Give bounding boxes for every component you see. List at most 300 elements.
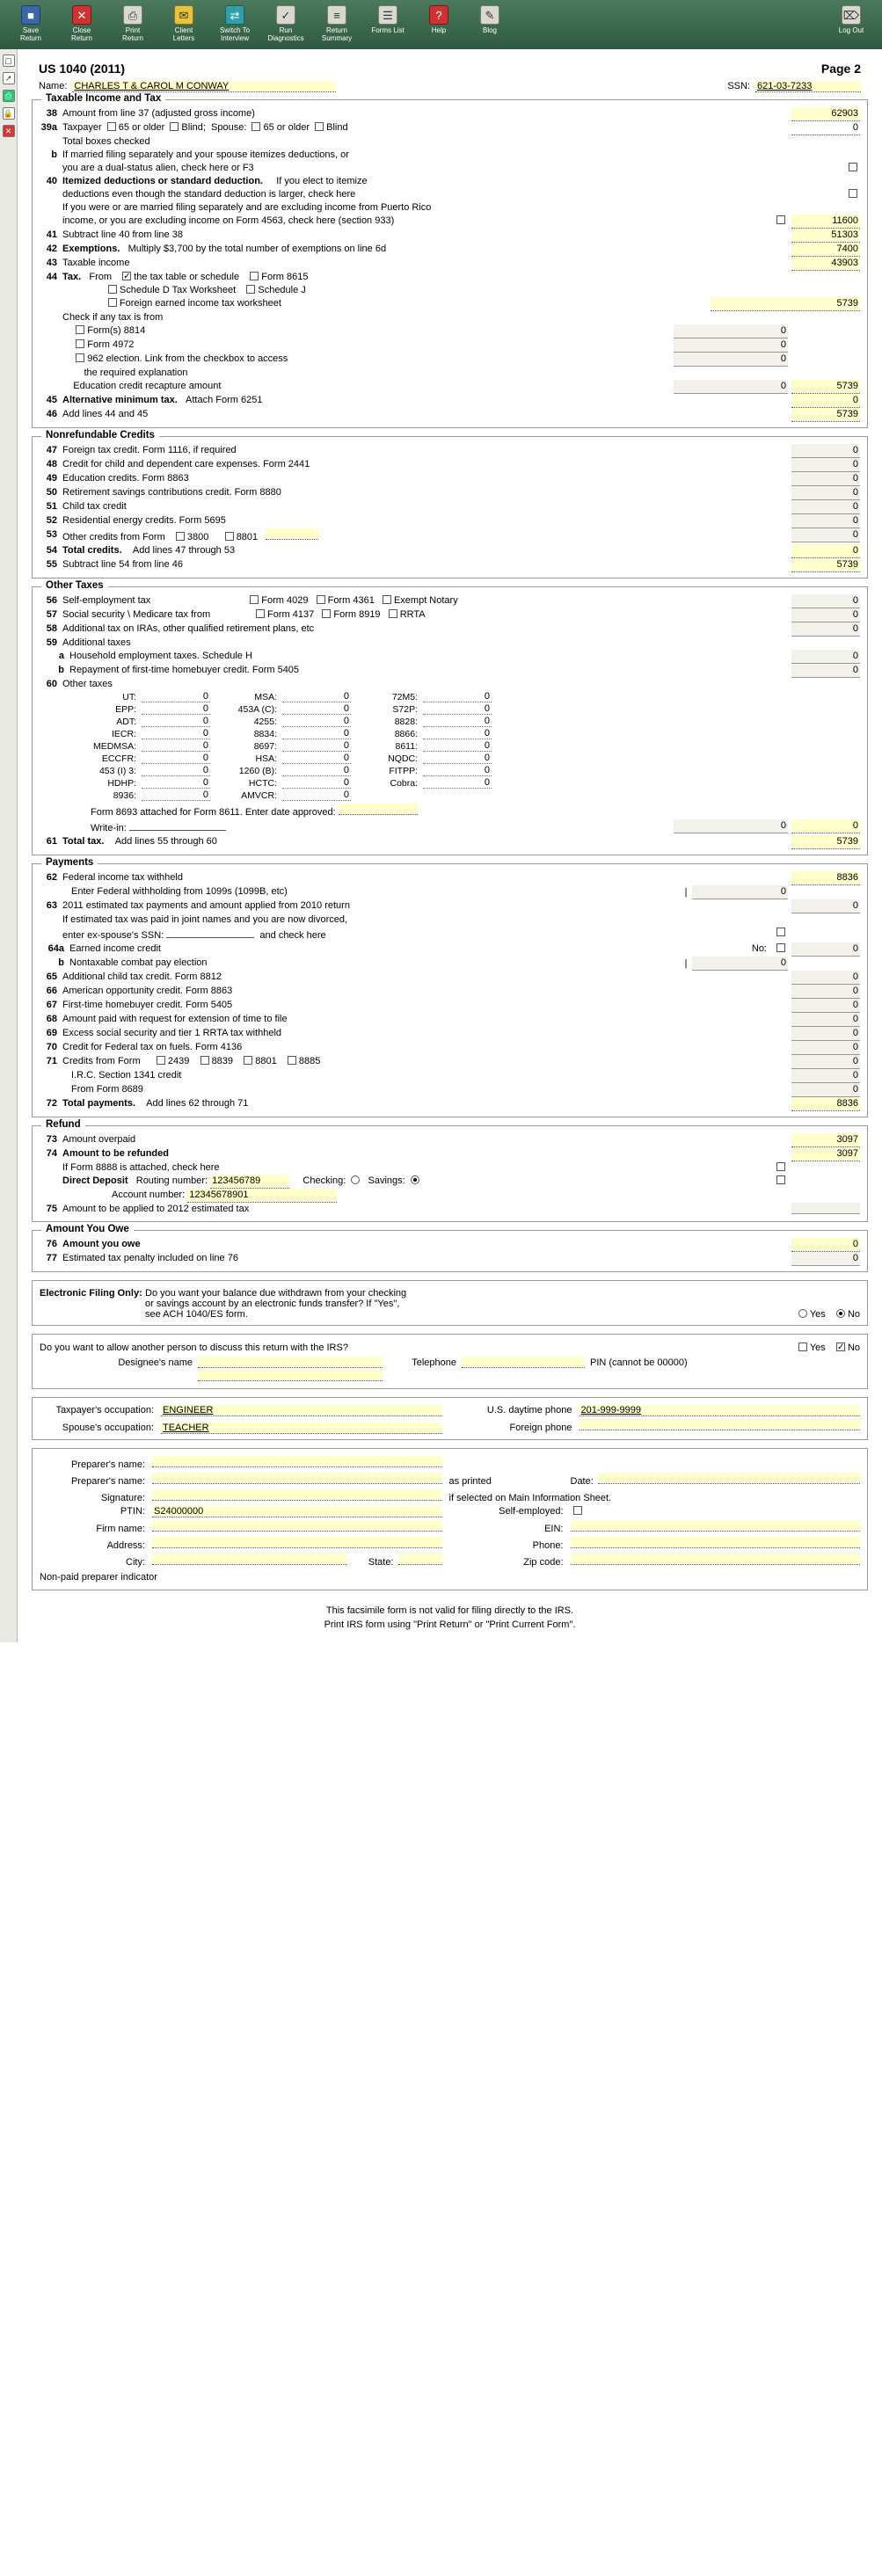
line-56-amount — [791, 594, 860, 608]
amount-field[interactable]: 5739 — [791, 408, 860, 422]
amount-field[interactable]: 0 — [791, 1083, 860, 1097]
line-label: If Form 8888 is attached, check here — [62, 1162, 220, 1173]
toolbar-label: Run Diagnostics — [267, 26, 304, 42]
amount-field[interactable]: 0 — [791, 899, 860, 913]
other-tax-label: HCTC: — [248, 777, 277, 789]
section-electronic-filing-only — [32, 1280, 868, 1326]
line-68 — [40, 1013, 860, 1027]
telephone-field[interactable] — [462, 1357, 585, 1368]
checkbox-form-3800[interactable] — [176, 532, 185, 541]
other-tax-field[interactable]: 0 — [282, 703, 351, 715]
amount-field[interactable]: 0 — [791, 819, 860, 833]
amount-field[interactable]: 8836 — [791, 871, 860, 885]
checkbox-self-employed[interactable] — [573, 1506, 582, 1515]
toolbar-button-switch-to-interview[interactable] — [209, 3, 260, 42]
line-label: From — [89, 272, 113, 282]
self-employed-label: Self-employed: — [499, 1506, 564, 1517]
address-field[interactable] — [152, 1537, 442, 1548]
checkbox-spouse-65-or-older[interactable] — [251, 122, 260, 131]
line-40-c — [40, 201, 860, 215]
line-number: 59 — [46, 637, 57, 648]
other-tax-field[interactable]: 0 — [142, 728, 210, 739]
checkbox-form-8814[interactable] — [76, 325, 84, 334]
line-label: Credit for Federal tax on fuels. Form 4136 — [62, 1042, 243, 1052]
pin-label: PIN (cannot be 00000) — [590, 1357, 688, 1368]
line-39a-boxes-checked — [40, 135, 860, 149]
amount-field[interactable]: 51303 — [791, 229, 860, 243]
error-icon[interactable]: ✕ — [3, 125, 15, 137]
line-61-content — [62, 835, 788, 848]
checkbox-schedule-j[interactable] — [246, 285, 255, 294]
city-field[interactable] — [152, 1554, 347, 1565]
amount-field[interactable]: 0 — [791, 1069, 860, 1083]
telephone-cell — [462, 1357, 585, 1368]
form-header — [32, 56, 868, 79]
other-tax-field[interactable]: 0 — [423, 777, 492, 789]
toolbar-button-help[interactable] — [413, 3, 464, 34]
letters-icon: ✉ — [174, 5, 193, 25]
amount-field[interactable]: 0 — [791, 1055, 860, 1069]
checkbox-form-8615[interactable] — [250, 272, 259, 280]
toolbar-label: Log Out — [838, 26, 864, 34]
toolbar-button-blog[interactable] — [464, 3, 515, 34]
line-number: 42 — [46, 244, 57, 254]
line-number: 57 — [46, 609, 57, 620]
other-tax-field[interactable]: 0 — [142, 790, 210, 801]
toolbar-label: Forms List — [371, 26, 405, 34]
phone-field[interactable] — [571, 1537, 861, 1548]
other-tax-label: 8866: — [394, 728, 418, 739]
forms-list-icon: ☰ — [378, 5, 397, 25]
form-8814-label-cell — [62, 324, 670, 338]
line-label: Retirement savings contributions credit. Form 8880 — [62, 487, 281, 498]
form-8693-date-field[interactable] — [339, 804, 418, 815]
amount-field[interactable]: 0 — [791, 1027, 860, 1041]
designee-name-field[interactable] — [198, 1357, 383, 1368]
line-label: Repayment of first-time homebuyer credit. Form 5405 — [69, 665, 300, 675]
toolbar-button-run-diagnostics[interactable] — [260, 3, 311, 42]
amount-field[interactable]: 0 — [791, 650, 860, 664]
line-66 — [40, 985, 860, 999]
amount-field[interactable]: 62903 — [791, 107, 860, 121]
toolbar-button-close-return[interactable] — [56, 3, 107, 42]
checkbox-label: Blind — [326, 122, 348, 133]
checkbox-spouse-blind[interactable] — [315, 122, 324, 131]
line-69-amount — [791, 1027, 860, 1041]
checkbox-direct-deposit[interactable] — [776, 1175, 785, 1184]
other-tax-label: ECCFR: — [101, 753, 136, 764]
line-76 — [40, 1238, 860, 1252]
line-39a-amount — [791, 121, 860, 135]
footer-line-2: Print IRS form using "Print Return" or "Print Current Form". — [324, 1619, 576, 1630]
other-tax-field[interactable]: 0 — [423, 728, 492, 739]
line-53 — [40, 528, 860, 544]
line-38 — [40, 107, 860, 121]
expand-icon[interactable]: ↗ — [3, 72, 15, 84]
checkbox-exempt-notary[interactable] — [383, 595, 391, 604]
other-tax-field[interactable]: 0 — [423, 703, 492, 715]
amount-field[interactable]: 0 — [791, 472, 860, 486]
amount-field[interactable]: 0 — [674, 380, 788, 394]
checkbox-form-8801[interactable] — [225, 532, 234, 541]
amount-field[interactable]: 0 — [791, 608, 860, 622]
checkbox-taxpayer-65-or-older[interactable] — [107, 122, 116, 131]
line-47-amount — [791, 444, 860, 458]
amount-field[interactable]: 7400 — [791, 243, 860, 257]
amount-field[interactable]: 5739 — [711, 297, 860, 311]
amount-field[interactable]: 0 — [791, 594, 860, 608]
checkbox-form-8919[interactable] — [322, 609, 331, 618]
other-tax-field[interactable]: 0 — [282, 777, 351, 789]
amount-field[interactable]: 0 — [791, 622, 860, 637]
amount-field[interactable]: 0 — [791, 1041, 860, 1055]
line-77 — [40, 1252, 860, 1266]
amount-field[interactable]: 3097 — [791, 1147, 860, 1161]
amount-field[interactable]: 3097 — [791, 1133, 860, 1147]
checkbox-form-8885[interactable] — [288, 1056, 296, 1065]
us-daytime-phone-field[interactable]: 201-999-9999 — [579, 1405, 861, 1416]
pin-field[interactable] — [198, 1370, 383, 1381]
checkbox-label: Blind; — [181, 122, 206, 133]
line-73-amount — [791, 1133, 860, 1147]
ein-field[interactable] — [571, 1520, 861, 1532]
other-tax-field[interactable]: 0 — [423, 691, 492, 702]
lock-icon[interactable]: 🔒 — [3, 109, 14, 118]
line-39b — [40, 149, 860, 162]
line-57-amount — [791, 608, 860, 622]
other-taxes-grid — [91, 691, 860, 801]
checkbox-divorced-estimated-tax[interactable] — [776, 928, 785, 936]
form-4972-label-cell — [62, 338, 670, 352]
checkbox-rrta[interactable] — [389, 609, 397, 618]
toolbar-button-log-out[interactable] — [826, 3, 877, 34]
direct-deposit-extra-checkbox — [770, 1175, 788, 1188]
state-label: State: — [368, 1557, 394, 1568]
line-number: 52 — [46, 515, 57, 526]
line-71 — [40, 1055, 860, 1069]
line-42-amount — [791, 243, 860, 257]
amount-field[interactable]: 0 — [791, 942, 860, 957]
preparer-note-as-printed: as printed — [448, 1476, 492, 1487]
other-tax-field[interactable]: 0 — [282, 740, 351, 752]
line-39a — [40, 121, 860, 135]
amount-field[interactable]: 0 — [791, 394, 860, 408]
amount-field[interactable]: 0 — [674, 324, 788, 338]
line-number: 38 — [46, 108, 57, 119]
line-label-bold: Total tax. — [62, 836, 105, 847]
ssn-field[interactable]: 621-03-7233 — [755, 81, 861, 92]
amount-field[interactable]: 0 — [791, 544, 860, 558]
line-64a-checkbox-cell — [770, 942, 788, 956]
date-field[interactable] — [598, 1473, 860, 1484]
line-46 — [40, 408, 860, 422]
line-label: Additional taxes — [62, 637, 131, 648]
checkbox-earned-income-credit-no[interactable] — [776, 943, 785, 952]
toolbar-button-print-return[interactable] — [107, 3, 158, 42]
amount-field[interactable]: 0 — [791, 514, 860, 528]
line-number: 66 — [46, 986, 57, 996]
line-75-amount — [791, 1203, 860, 1214]
amount-field[interactable]: 0 — [791, 528, 860, 542]
checkbox-label: Schedule D Tax Worksheet — [119, 285, 237, 295]
amount-field[interactable]: 11600 — [791, 215, 860, 229]
line-label: Form 8693 attached for Form 8611. Enter date approved: — [91, 807, 336, 818]
printer-icon[interactable]: ⎙ — [3, 90, 15, 102]
line-40-checkbox-cell — [791, 188, 860, 201]
signature-field[interactable] — [152, 1489, 442, 1501]
taxpayer-occupation-field[interactable]: ENGINEER — [161, 1405, 442, 1416]
amount-field[interactable]: 0 — [791, 971, 860, 985]
radio-efile-no[interactable] — [836, 1309, 845, 1318]
line-70-amount — [791, 1041, 860, 1055]
line-number: 74 — [46, 1148, 57, 1159]
other-tax-label: MEDMSA: — [92, 740, 136, 752]
line-label-bold: Amount you owe — [62, 1239, 141, 1249]
toolbar-button-client-letters[interactable] — [158, 3, 209, 42]
name-field[interactable]: CHARLES T & CAROL M CONWAY — [72, 81, 336, 92]
other-tax-label: MSA: — [254, 691, 277, 702]
row-education-credit-recapture — [40, 380, 860, 394]
amount-field[interactable] — [791, 1203, 860, 1214]
amount-field[interactable]: 0 — [791, 1252, 860, 1266]
checkbox-form-8801-payments[interactable] — [244, 1056, 252, 1065]
other-tax-field[interactable]: 0 — [282, 753, 351, 764]
write-in-description-field[interactable] — [129, 819, 226, 831]
line-73 — [40, 1133, 860, 1147]
line-66-amount — [791, 985, 860, 999]
designee-label: Designee's name — [118, 1357, 193, 1368]
amount-field[interactable]: 0 — [791, 985, 860, 999]
amount-field[interactable]: 5739 — [791, 835, 860, 849]
other-tax-field[interactable]: 0 — [423, 740, 492, 752]
line-64a — [40, 942, 860, 957]
line-62-amount — [791, 871, 860, 885]
city-label: City: — [126, 1557, 145, 1568]
efile-row-3 — [40, 1309, 860, 1320]
line-59 — [40, 637, 860, 650]
other-tax-label: IECR: — [111, 728, 136, 739]
zip-code-label: Zip code: — [523, 1557, 564, 1568]
ptin-field[interactable]: S24000000 — [152, 1506, 442, 1517]
line-65-amount — [791, 971, 860, 985]
toolbar-button-save-return[interactable] — [5, 3, 56, 42]
preparer-name-field-2[interactable] — [152, 1473, 442, 1484]
line-72-content — [62, 1097, 788, 1110]
amount-field[interactable]: 0 — [674, 338, 788, 353]
line-label: 2011 estimated tax payments and amount applied from 2010 return — [62, 900, 350, 911]
other-tax-field[interactable]: 0 — [282, 728, 351, 739]
checkbox-form-4137[interactable] — [256, 609, 265, 618]
line-67 — [40, 999, 860, 1013]
other-tax-label: 453 (I) 3: — [98, 765, 136, 776]
line-62-sub — [40, 885, 860, 899]
other-tax-field[interactable]: 0 — [142, 716, 210, 727]
line-label: Credit for child and dependent care expenses. Form 2441 — [62, 459, 310, 469]
row-962-election-cont — [40, 367, 860, 380]
radio-efile-yes[interactable] — [798, 1309, 807, 1318]
radio-savings[interactable] — [411, 1175, 419, 1184]
line-57 — [40, 608, 860, 622]
line-40-content — [62, 175, 788, 188]
other-tax-field[interactable]: 0 — [423, 753, 492, 764]
line-44-content-c — [62, 297, 707, 310]
other-tax-field[interactable]: 0 — [142, 703, 210, 715]
line-label: Additional child tax credit. Form 8812 — [62, 971, 222, 982]
checkbox-form-8888-attached[interactable] — [776, 1162, 785, 1171]
line-48-amount — [791, 458, 860, 472]
other-tax-field[interactable]: 0 — [282, 790, 351, 801]
form-8689-row — [40, 1083, 860, 1097]
line-label: Add lines 55 through 60 — [114, 836, 217, 847]
checkbox-form-4972[interactable] — [76, 339, 84, 348]
line-label: Attach Form 6251 — [186, 395, 263, 405]
amount-field[interactable]: 5739 — [791, 558, 860, 572]
line-number: 40 — [46, 176, 57, 186]
checkbox-form-4029[interactable] — [250, 595, 259, 604]
line-62 — [40, 871, 860, 885]
foreign-phone-field[interactable] — [579, 1419, 861, 1430]
bookmark-icon[interactable]: ▢ — [3, 55, 15, 67]
checkbox-label: 65 or older — [263, 122, 310, 133]
amount-field[interactable]: 43903 — [791, 257, 860, 271]
amount-field[interactable]: 0 — [791, 999, 860, 1013]
other-tax-field[interactable]: 0 — [282, 716, 351, 727]
state-field[interactable] — [398, 1554, 442, 1565]
line-59b-amount — [791, 664, 860, 678]
radio-checking[interactable] — [351, 1175, 360, 1184]
routing-number-field[interactable]: 123456789 — [210, 1175, 289, 1189]
zip-code-field[interactable] — [571, 1554, 861, 1565]
line-55 — [40, 558, 860, 572]
ssn-label: SSN: — [727, 81, 750, 91]
line-number: 51 — [46, 501, 57, 512]
line-74 — [40, 1147, 860, 1161]
checkbox-tax-table[interactable] — [122, 272, 131, 280]
account-number-field[interactable]: 12345678901 — [187, 1189, 337, 1203]
preparer-name-field-1[interactable] — [152, 1456, 442, 1467]
other-tax-field[interactable]: 0 — [142, 765, 210, 776]
other-tax-field[interactable]: 0 — [282, 691, 351, 702]
checkbox-third-party-yes[interactable] — [798, 1343, 807, 1351]
other-tax-field[interactable]: 0 — [142, 691, 210, 702]
other-credits-form-field[interactable] — [266, 528, 318, 540]
line-38-amount — [791, 107, 860, 121]
line-number: 70 — [46, 1042, 57, 1052]
preparer-grid — [40, 1456, 860, 1568]
checkbox-form-4361[interactable] — [317, 595, 325, 604]
line-41 — [40, 229, 860, 243]
checkbox-section-933[interactable] — [776, 215, 785, 224]
form-8888-checkbox-cell — [770, 1161, 788, 1175]
line-number: 75 — [46, 1204, 57, 1214]
efile-text-1: Do you want your balance due withdrawn from your checking — [145, 1288, 407, 1299]
ein-label: EIN: — [544, 1524, 564, 1534]
line-number: 43 — [46, 258, 57, 268]
checkbox-form-2439[interactable] — [157, 1056, 165, 1065]
amount-field[interactable]: 0 — [791, 458, 860, 472]
checkbox-label: Form 4029 — [261, 595, 309, 606]
amount-field[interactable]: 0 — [791, 500, 860, 514]
other-tax-field[interactable]: 0 — [142, 777, 210, 789]
checkbox-label: 8801 — [236, 532, 259, 542]
preparer-name-label-2: Preparer's name: — [70, 1476, 145, 1487]
spouse-occupation-field[interactable]: TEACHER — [161, 1423, 442, 1434]
line-54-content — [62, 544, 788, 557]
other-tax-field[interactable]: 0 — [282, 765, 351, 776]
line-label: I.R.C. Section 1341 credit — [71, 1070, 182, 1081]
checkbox-form-8839[interactable] — [200, 1056, 209, 1065]
line-44-content-b — [62, 284, 788, 297]
account-number-content — [62, 1189, 788, 1203]
amount-field[interactable]: 0 — [692, 885, 788, 899]
ex-spouse-ssn-field[interactable] — [166, 927, 254, 938]
line-64b-amount — [682, 957, 788, 971]
checkbox-label: Form 8615 — [261, 272, 309, 282]
amount-field[interactable]: 0 — [791, 1013, 860, 1027]
line-number: 63 — [46, 900, 57, 911]
toolbar-button-forms-list[interactable] — [362, 3, 413, 34]
line-label: Amount paid with request for extension of time to file — [62, 1014, 288, 1024]
line-39b-cont — [40, 162, 860, 175]
checkbox-label: 2439 — [167, 1056, 190, 1066]
amount-field[interactable]: 5739 — [791, 380, 860, 394]
amount-field[interactable]: 0 — [791, 1238, 860, 1252]
non-paid-preparer-row — [40, 1571, 860, 1584]
amount-field[interactable]: 0 — [674, 819, 788, 833]
other-tax-field[interactable]: 0 — [142, 753, 210, 764]
checkbox-taxpayer-blind[interactable] — [170, 122, 179, 131]
line-40-d — [40, 215, 860, 229]
amount-field[interactable]: 8836 — [791, 1097, 860, 1111]
form-title: US 1040 (2011) — [39, 62, 126, 76]
line-51 — [40, 500, 860, 514]
amount-field[interactable]: 0 — [692, 957, 788, 971]
firm-name-field[interactable] — [152, 1520, 442, 1532]
phone-label: Phone: — [532, 1540, 564, 1551]
line-45-amount — [791, 394, 860, 408]
line-58 — [40, 622, 860, 637]
line-label: Self-employment tax — [62, 595, 151, 606]
line-label-bold: Tax. — [62, 272, 82, 282]
checkbox-elect-itemize[interactable] — [849, 189, 857, 198]
other-tax-field[interactable]: 0 — [142, 740, 210, 752]
checkbox-label: 8801 — [255, 1056, 277, 1066]
amount-field[interactable]: 0 — [791, 121, 860, 135]
amount-field[interactable]: 0 — [791, 444, 860, 458]
line-58-amount — [791, 622, 860, 637]
checkbox-962-election[interactable] — [76, 353, 84, 362]
checkbox-dual-status-alien[interactable] — [849, 163, 857, 171]
checkbox-third-party-no[interactable] — [836, 1343, 845, 1351]
other-tax-field[interactable]: 0 — [423, 716, 492, 727]
pin-row — [40, 1370, 860, 1383]
third-party-question: Do you want to allow another person to discuss this return with the IRS? — [40, 1343, 348, 1353]
amount-field[interactable]: 0 — [791, 664, 860, 678]
checkbox-foreign-earned-income-worksheet[interactable] — [108, 298, 117, 307]
line-57-content — [62, 608, 788, 622]
line-label-bold: Total payments. — [62, 1098, 135, 1109]
line-76-amount — [791, 1238, 860, 1252]
toolbar-button-return-summary[interactable] — [311, 3, 362, 42]
checkbox-schedule-d-tax-worksheet[interactable] — [108, 285, 117, 294]
amount-field[interactable]: 0 — [674, 353, 788, 367]
line-number: 68 — [46, 1014, 57, 1024]
other-tax-label: UT: — [122, 691, 136, 702]
name-label: Name: — [39, 81, 68, 91]
line-label-bold: Alternative minimum tax. — [62, 395, 178, 405]
other-tax-field[interactable]: 0 — [423, 765, 492, 776]
amount-field[interactable]: 0 — [791, 486, 860, 500]
